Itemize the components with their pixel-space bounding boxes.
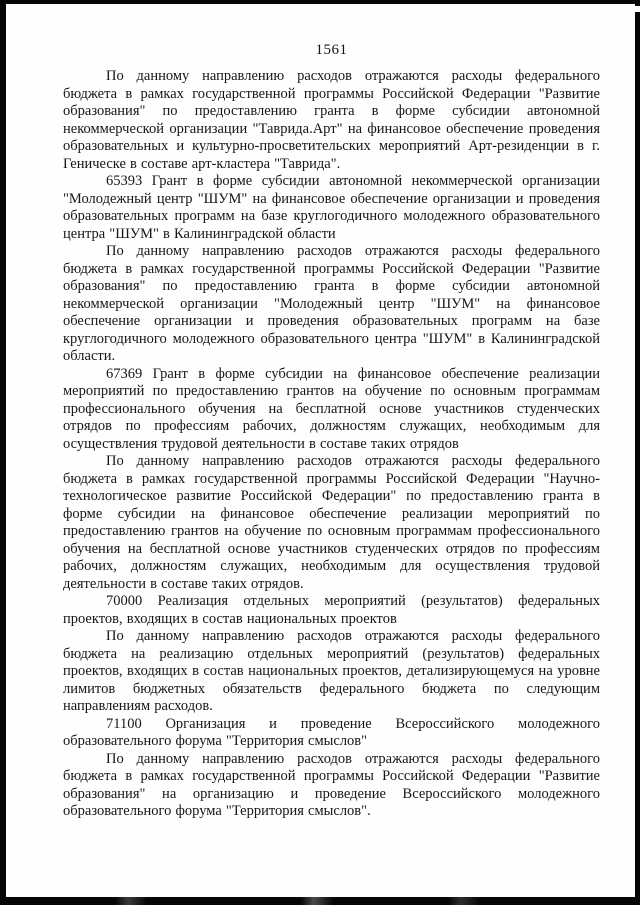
- scan-edge-right: [635, 12, 640, 905]
- paragraph-expense-direction-tavrida: По данному направлению расходов отражаются расходы федерального бюджета в рамках государственной программы Российской Федерации "Развитие образования" по предоставлению гранта в форме субсидии автономной некоммерческой организации "Таврида.Арт" на финансовое обеспечение проведения образовательных и культурно-просветительских мероприятий Арт-резиденции в г. Геническе в составе арт-кластера "Таврида".: [63, 68, 600, 172]
- scan-edge-top: [4, 0, 640, 4]
- paragraph-expense-direction-shum: По данному направлению расходов отражаются расходы федерального бюджета в рамках государственной программы Российской Федерации "Развитие образования" по предоставлению гранта в форме субсидии автономной некоммерческой организации "Молодежный центр "ШУМ" на финансовое обеспечение организации и проведения образовательных программ на базе круглогодичного молодежного образовательного центра "ШУМ" в Калининградской области.: [63, 243, 600, 364]
- paragraph-expense-direction-science-tech: По данному направлению расходов отражаются расходы федерального бюджета в рамках государственной программы Российской Федерации "Научно-технологическое развитие Российской Федерации" по предоставлению гранта в форме субсидии на финансовое обеспечение реализации мероприятий по предоставлению грантов на обучение по основным программам профессионального обучения на бесплатной основе участников студенческих отрядов по профессиям рабочих, должностям служащих, необходимым для осуществления трудовой деятельности в составе таких отрядов.: [63, 453, 600, 592]
- scan-edge-right-tip: [635, 0, 640, 6]
- page-number: 1561: [315, 42, 348, 58]
- paragraph-expense-direction-territory-of-meanings: По данному направлению расходов отражаются расходы федерального бюджета в рамках государственной программы Российской Федерации "Развитие образования" на организацию и проведение Всероссийского молодежного образовательного форума "Территория смыслов".: [63, 750, 600, 819]
- scan-edge-bottom: [0, 897, 640, 905]
- paragraph-code-65393: 65393 Грант в форме субсидии автономной некоммерческой организации "Молодежный центр "ШУМ" на финансовое обеспечение организации и проведения образовательных программ на базе круглогодичного молодежного образовательного центра "ШУМ" в Калининградской области: [63, 173, 600, 242]
- scan-edge-left: [0, 0, 6, 905]
- document-body: [63, 68, 600, 821]
- paragraph-expense-direction-national-projects: По данному направлению расходов отражаются расходы федерального бюджета на реализацию отдельных мероприятий (результатов) федеральных проектов, входящих в состав национальных проектов, детализирующемуся на уровне лимитов бюджетных обязательств федерального бюджета по следующим направлениям расходов.: [63, 628, 600, 714]
- paragraph-code-71100: 71100 Организация и проведение Всероссийского молодежного образовательного форума "Территория смыслов": [63, 715, 600, 749]
- paragraph-code-70000: 70000 Реализация отдельных мероприятий (результатов) федеральных проектов, входящих в состав национальных проектов: [63, 593, 600, 627]
- paragraph-code-67369: 67369 Грант в форме субсидии на финансовое обеспечение реализации мероприятий по предоставлению грантов на обучение по основным программам профессионального обучения на бесплатной основе участников студенческих отрядов по профессиям рабочих, должностям служащих, необходимым для осуществления трудовой деятельности в составе таких отрядов: [63, 365, 600, 452]
